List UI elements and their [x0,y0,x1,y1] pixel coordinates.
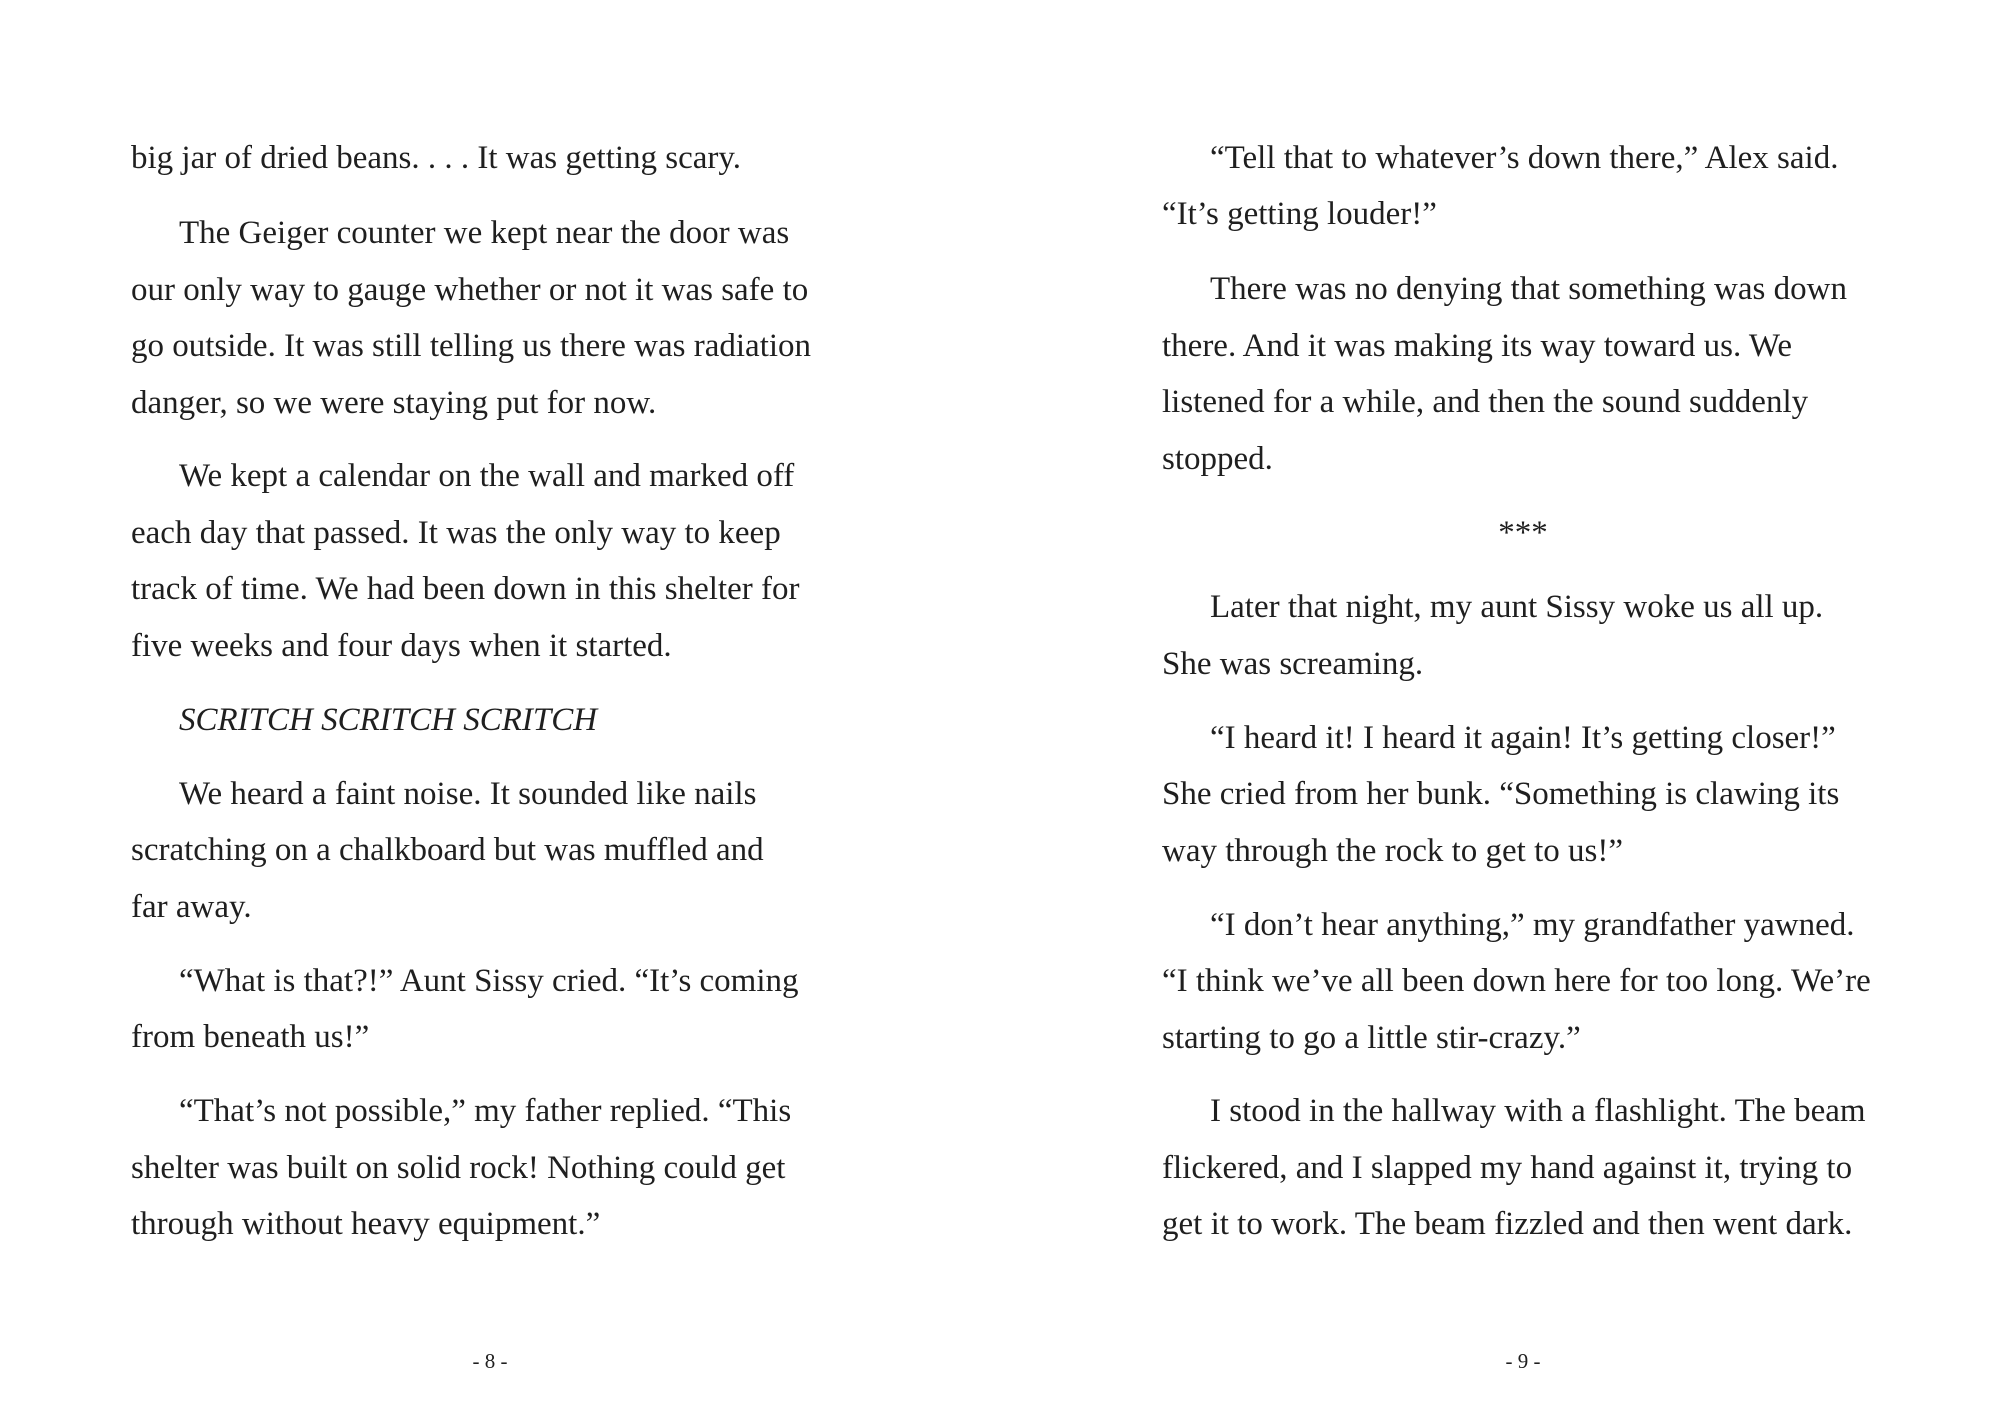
text-line: “I don’t hear anything,” my grandfather yawned. [1210,907,1855,943]
text-line: get it to work. The beam fizzled and then went dark. [1162,1206,1853,1242]
text-line: stopped. [1162,441,1273,477]
text-line: there. And it was making its way toward us. We [1162,328,1793,364]
text-line: our only way to gauge whether or not it was safe to [131,272,809,308]
text-line: We kept a calendar on the wall and marked off [179,458,795,494]
text-line: “That’s not possible,” my father replied. “This [179,1093,792,1129]
text-line: She was screaming. [1162,646,1424,682]
text-line: “I heard it! I heard it again! It’s getting closer!” [1210,720,1836,756]
right-page [1000,0,2000,1428]
text-line: Later that night, my aunt Sissy woke us all up. [1210,589,1824,625]
page-number: - 9 - [1505,1349,1541,1373]
text-line: way through the rock to get to us!” [1162,833,1623,869]
section-break: *** [1498,515,1548,551]
text-line: go outside. It was still telling us there was radiation [131,328,812,364]
text-line: from beneath us!” [131,1019,370,1055]
text-line: She cried from her bunk. “Something is clawing its [1162,776,1840,812]
text-line: starting to go a little stir-crazy.” [1162,1020,1581,1056]
text-line: “It’s getting louder!” [1162,196,1437,232]
text-line: big jar of dried beans. . . . It was getting scary. [131,140,742,176]
text-line: danger, so we were staying put for now. [131,385,657,421]
text-line: “Tell that to whatever’s down there,” Alex said. [1210,140,1839,176]
text-line: each day that passed. It was the only way to keep [131,515,781,551]
text-line: through without heavy equipment.” [131,1206,601,1242]
text-line: “I think we’ve all been down here for too long. We’re [1162,963,1871,999]
text-line: track of time. We had been down in this shelter for [131,571,800,607]
text-line: five weeks and four days when it started. [131,628,672,664]
text-line: shelter was built on solid rock! Nothing could get [131,1150,786,1186]
text-line: There was no denying that something was down [1210,271,1847,307]
text-line: listened for a while, and then the sound suddenly [1162,384,1809,420]
text-line: I stood in the hallway with a flashlight. The beam [1210,1093,1866,1129]
text-line: far away. [131,889,252,925]
text-line: We heard a faint noise. It sounded like nails [179,776,757,812]
text-line: flickered, and I slapped my hand against it, trying to [1162,1150,1853,1186]
text-line: scratching on a chalkboard but was muffled and [131,832,764,868]
text-line: The Geiger counter we kept near the door was [179,215,790,251]
text-line: “What is that?!” Aunt Sissy cried. “It’s coming [179,963,799,999]
sound-effect-line: SCRITCH SCRITCH SCRITCH [179,702,598,738]
page-number: - 8 - [472,1349,508,1373]
